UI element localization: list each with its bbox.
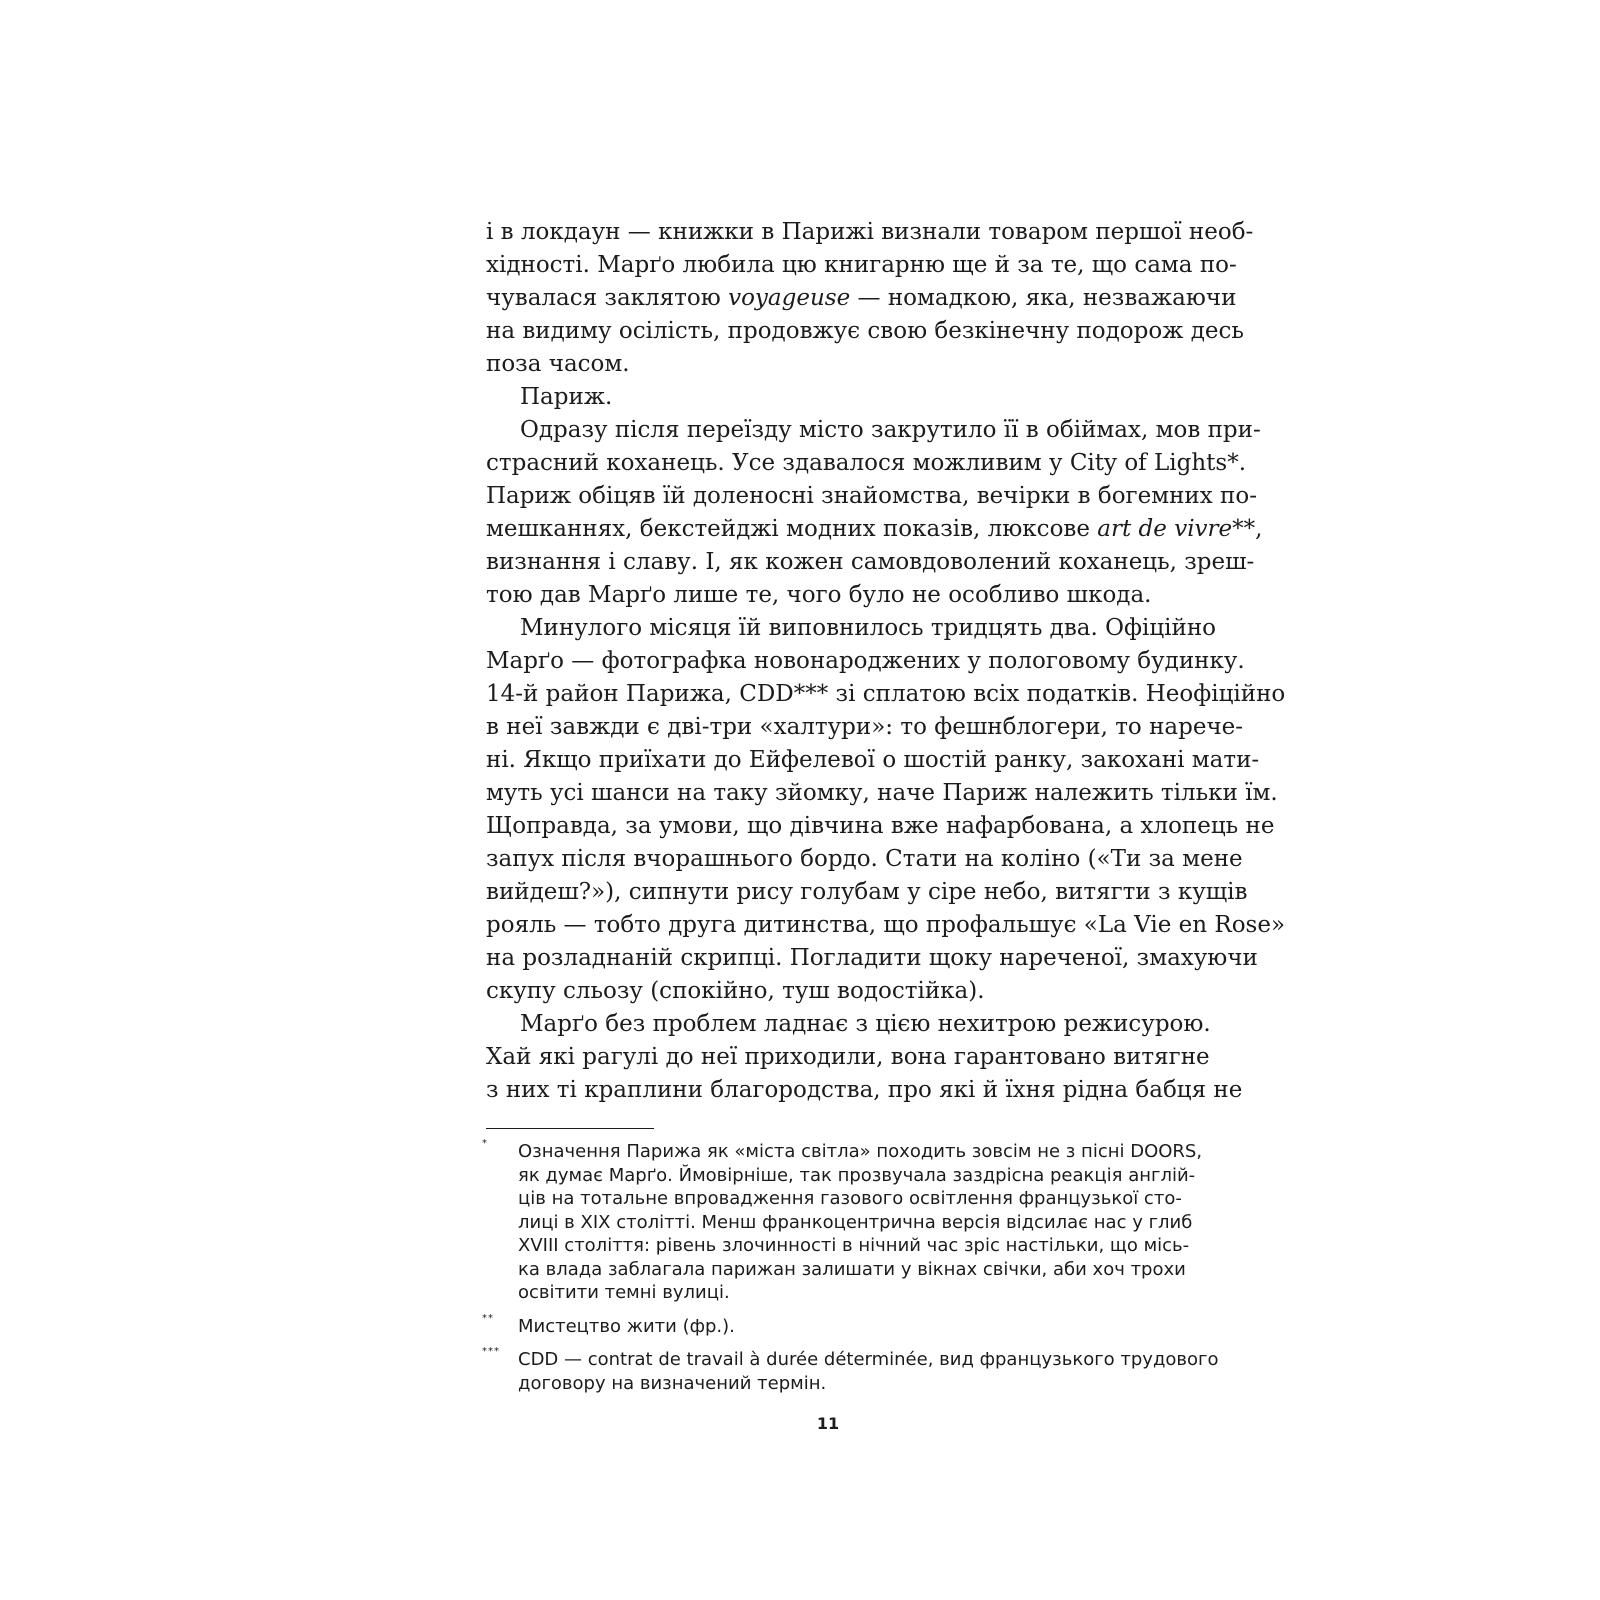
text-line: запух після вчорашнього бордо. Стати на коліно («Ти за мене — [486, 846, 1243, 872]
footnote — [482, 1138, 1203, 1305]
text-line: на розладнаній скрипці. Погладити щоку нареченої, змахуючи — [486, 945, 1258, 971]
footnote-line: XVIII століття: рівень злочинності в нічний час зріс настільки, що місь- — [518, 1235, 1190, 1256]
footnote-line: лиці в XIX столітті. Менш франкоцентрична версія відсилає нас у глиб — [518, 1211, 1193, 1233]
text-line: ні. Якщо приїхати до Ейфелевої о шостій ранку, закохані мати- — [486, 747, 1260, 773]
footnote — [482, 1346, 1219, 1395]
footnote-line: як думає Марґо. Ймовірніше, так прозвучала заздрісна реакція англій- — [518, 1164, 1196, 1186]
body-text — [486, 216, 1286, 1107]
text-line: муть усі шанси на таку зйомку, наче Париж належить тільки їм. — [486, 780, 1278, 806]
text-line: Париж. — [520, 384, 613, 410]
text-line: Марґо без проблем ладнає з цією нехитрою режисурою. — [520, 1011, 1211, 1037]
footnote-line: Мистецтво жити (фр.). — [518, 1315, 735, 1337]
text-line: Париж обіцяв їй доленосні знайомства, вечірки в богемних по- — [486, 483, 1257, 509]
footnote — [482, 1312, 1171, 1339]
page-number: 11 — [816, 1414, 840, 1433]
text-line: скупу сльозу (спокійно, туш водостійка). — [486, 978, 985, 1004]
text-line: чувалася заклятою voyageuse — номадкою, яка, незважаючи — [486, 285, 1237, 311]
text-line: поза часом. — [486, 351, 630, 377]
footnote-mark: *** — [482, 1346, 500, 1357]
footnote-divider — [486, 1128, 654, 1129]
text-line: Щоправда, за умови, що дівчина вже нафарбована, а хлопець не — [486, 813, 1275, 839]
footnotes — [482, 1138, 1219, 1405]
footnote-line: ка влада заблагала парижан залишати у вікнах свічки, аби хоч трохи — [518, 1258, 1186, 1280]
text-line: Одразу після переїзду місто закрутило її в обіймах, мов при- — [520, 417, 1261, 443]
footnote-mark: * — [482, 1138, 488, 1149]
italic-term: art de vivre — [1097, 516, 1233, 542]
text-line: вийдеш?»), сипнути рису голубам у сіре небо, витягти з кущів — [486, 879, 1248, 905]
italic-term: voyageuse — [728, 285, 851, 311]
text-line: мешканнях, бекстейджі модних показів, люксове art de vivre**, — [486, 516, 1263, 542]
text-line: з них ті краплини благородства, про які й їхня рідна бабця не — [486, 1077, 1243, 1103]
footnote-line: Означення Парижа як «міста світла» походить зовсім не з пісні DOORS, — [518, 1141, 1203, 1162]
text-line: Марґо — фотографка новонароджених у пологовому будинку. — [486, 648, 1245, 674]
text-line: в неї завжди є дві-три «халтури»: то фешнблогери, то нарече- — [486, 714, 1244, 740]
text-line: на видиму осілість, продовжує свою безкінечну подорож десь — [486, 318, 1244, 344]
footnote-line: освітити темні вулиці. — [518, 1282, 730, 1303]
text-line: Минулого місяця їй виповнилось тридцять два. Офіційно — [520, 615, 1216, 641]
footnote-line: CDD — contrat de travail à durée déterminée, вид французького трудового — [518, 1349, 1219, 1370]
footnote-line: ців на тотальне впровадження газового освітлення французької сто- — [518, 1188, 1182, 1209]
text-line: страсний коханець. Усе здавалося можливим у City of Lights*. — [486, 450, 1247, 476]
footnote-mark: ** — [482, 1312, 494, 1324]
text-line: 14-й район Парижа, CDD*** зі сплатою всіх податків. Неофіційно — [486, 681, 1286, 707]
text-line: тою дав Марґо лише те, чого було не особливо шкода. — [486, 582, 1152, 608]
text-line: Хай які рагулі до неї приходили, вона гарантовано витягне — [486, 1044, 1210, 1070]
text-line: хідності. Марґо любила цю книгарню ще й за те, що сама по- — [486, 252, 1237, 278]
text-line: і в локдаун — книжки в Парижі визнали товаром першої необ- — [486, 219, 1254, 245]
footnote-line: договору на визначений термін. — [518, 1372, 827, 1394]
text-line: рояль — тобто друга дитинства, що профальшує «La Vie en Rose» — [486, 912, 1286, 938]
text-line: визнання і славу. І, як кожен самовдоволений коханець, зреш- — [486, 549, 1255, 575]
